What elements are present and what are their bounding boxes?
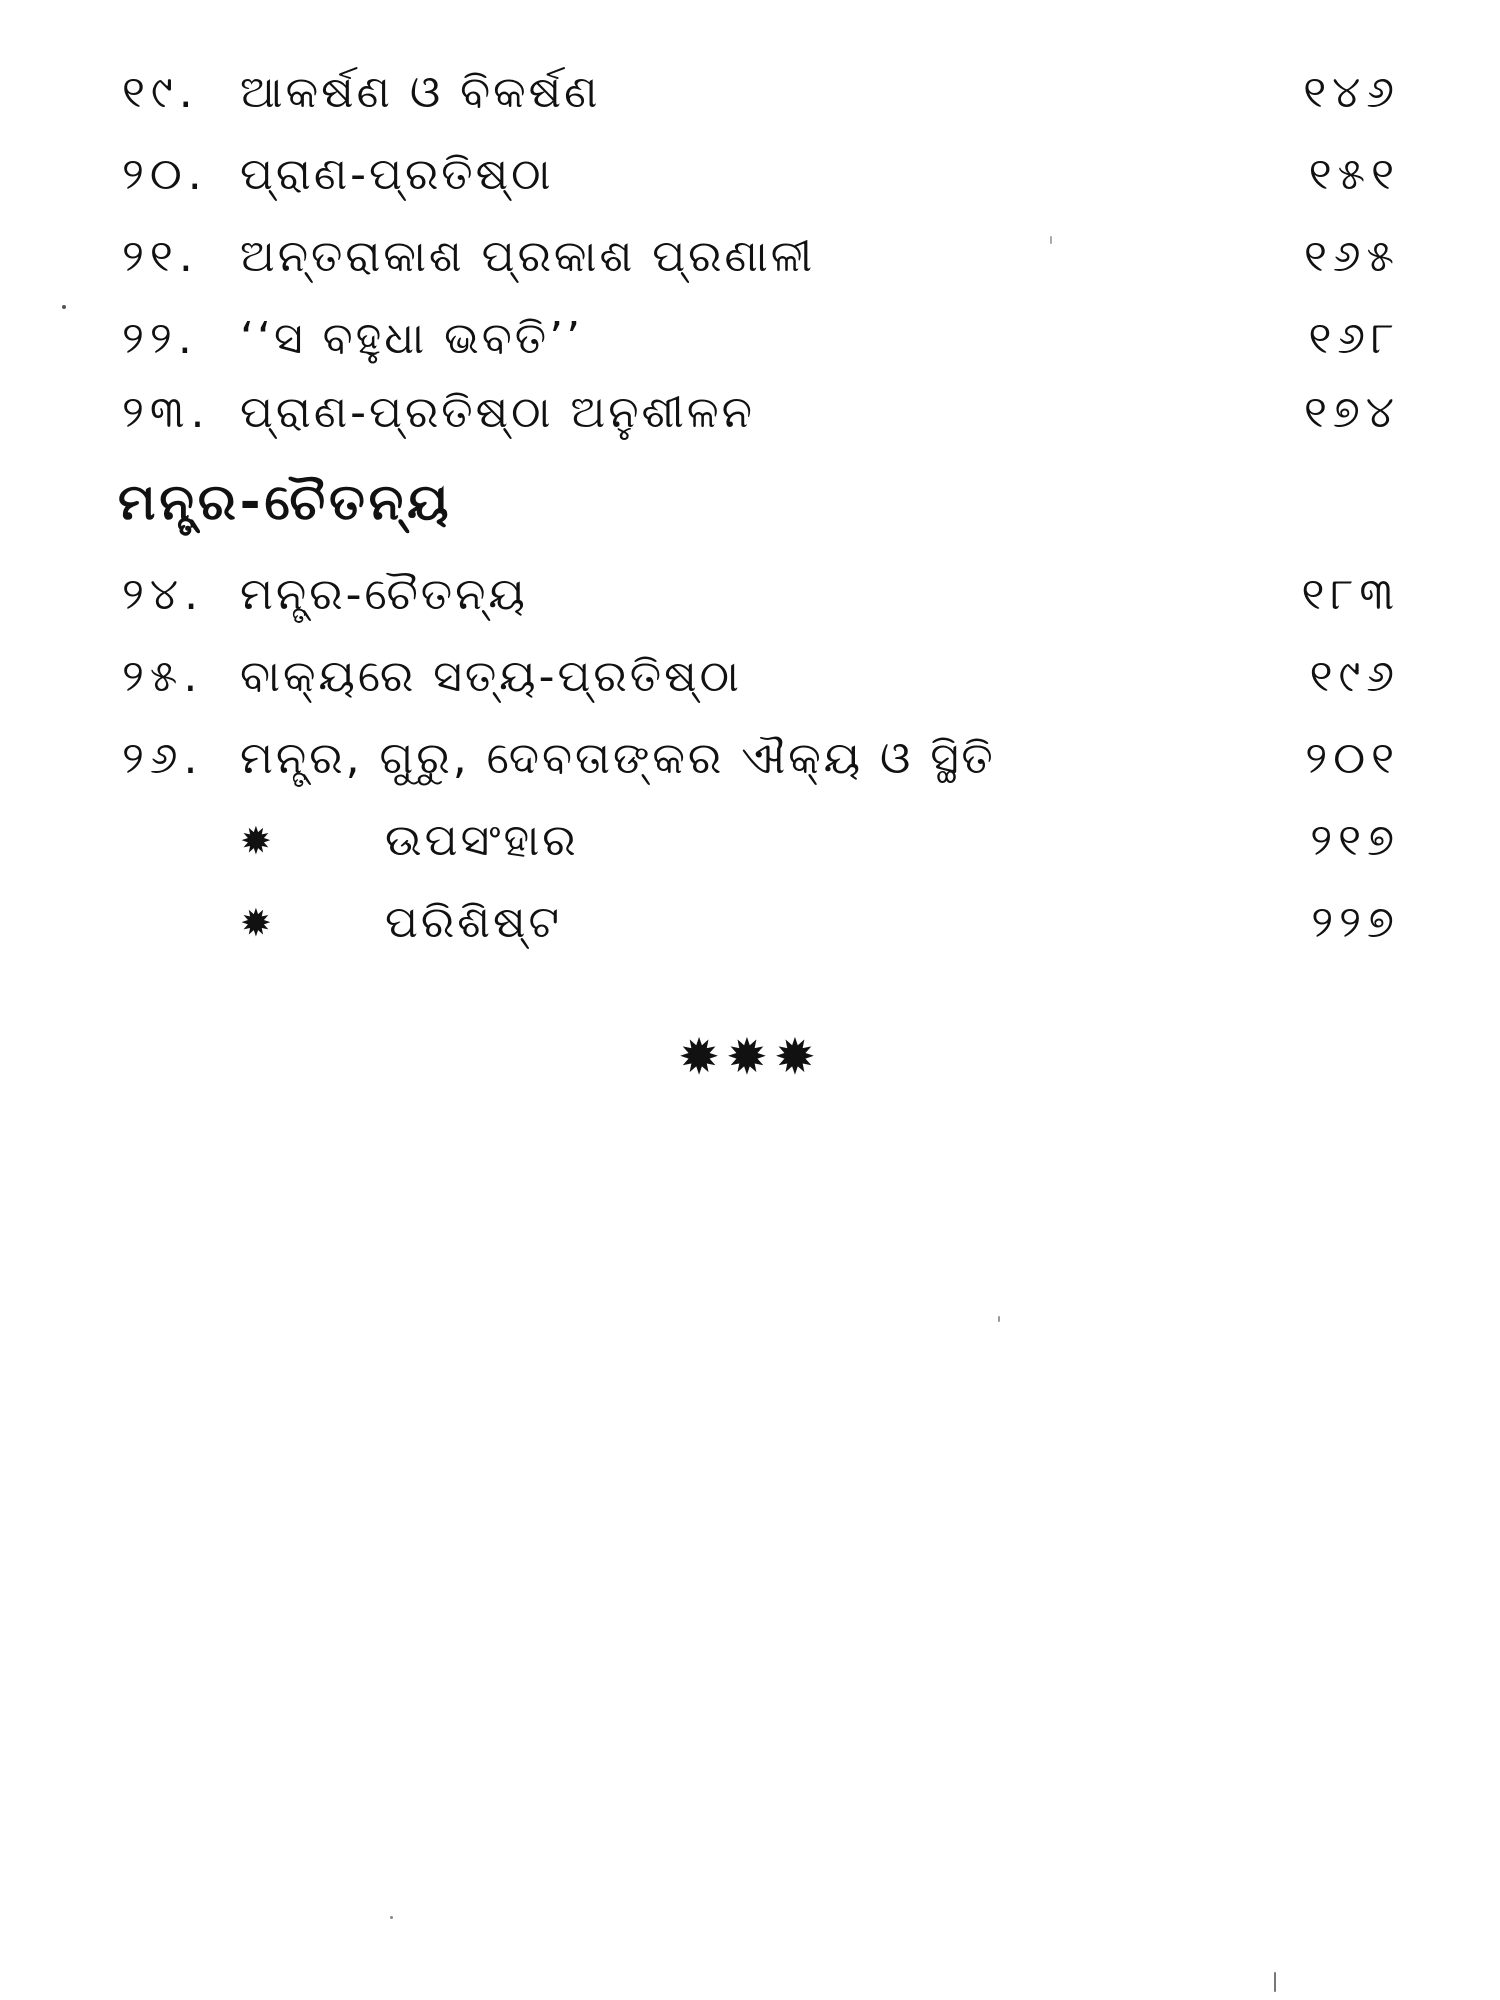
entry-number: ୨୧. [122,231,199,282]
toc-entry-25 [0,642,1500,712]
toc-entry-appendix [0,888,1500,958]
scan-speck [998,1316,1000,1322]
entry-title: ବାକ୍ୟରେ ସତ୍ୟ-ପ୍ରତିଷ୍ଠା [240,651,742,702]
toc-entry-20 [0,140,1500,210]
entry-title: ପରିଶିଷ୍ଟ [385,897,562,948]
entry-title: ଅନ୍ତରାକାଶ ପ୍ରକାଶ ପ୍ରଣାଳୀ [240,231,816,282]
star-bullet-icon: ✹ [240,819,272,863]
entry-number: ୧୯. [122,67,199,118]
scan-speck [1050,236,1052,244]
entry-title: ମନ୍ତ୍ର, ଗୁରୁ, ଦେବତାଙ୍କର ଐକ୍ୟ ଓ ସ୍ଥିତି [240,733,996,784]
entry-title: ଉପସଂହାର [385,815,579,866]
entry-page-number: ୧୭୪ [1303,387,1400,438]
entry-page-number: ୧୮୩ [1301,569,1400,620]
section-heading: ମନ୍ତ୍ର-ଚୈତନ୍ୟ [118,473,453,531]
entry-page-number: ୧୬୮ [1308,313,1400,364]
scan-speck [1274,1972,1276,1992]
entry-number: ୨୫. [122,651,204,702]
toc-entry-epilogue [0,806,1500,876]
end-ornament-icon: ✹✹✹ [678,1028,822,1086]
entry-title: ପ୍ରାଣ-ପ୍ରତିଷ୍ଠା [240,149,554,200]
entry-number: ୨୬. [122,733,204,784]
scan-speck [390,1916,393,1919]
toc-entry-23 [0,378,1500,448]
entry-title: ‘‘ସ ବହୁଧା ଭବତି’’ [240,313,584,364]
entry-page-number: ୨୨୭ [1311,897,1400,948]
entry-number: ୨୪. [122,569,205,620]
entry-page-number: ୧୪୬ [1303,67,1400,118]
toc-entry-21 [0,222,1500,292]
entry-number: ୨୦. [122,149,208,200]
toc-entry-26 [0,724,1500,794]
entry-page-number: ୧୯୬ [1309,651,1400,702]
toc-entry-22 [0,304,1500,374]
entry-page-number: ୨୧୭ [1310,815,1400,866]
entry-number: ୨୩. [122,387,211,438]
entry-page-number: ୧୬୫ [1303,231,1400,282]
entry-title: ପ୍ରାଣ-ପ୍ରତିଷ୍ଠା ଅନୁଶୀଳନ [240,387,755,438]
star-bullet-icon: ✹ [240,901,272,945]
entry-title: ମନ୍ତ୍ର-ଚୈତନ୍ୟ [240,569,528,620]
scan-speck [62,305,66,309]
entry-number: ୨୨. [122,313,198,364]
toc-entry-19 [0,58,1500,128]
toc-entry-24 [0,560,1500,630]
entry-title: ଆକର୍ଷଣ ଓ ବିକର୍ଷଣ [240,67,601,118]
entry-page-number: ୨୦୧ [1305,733,1400,784]
entry-page-number: ୧୫୧ [1308,149,1400,200]
